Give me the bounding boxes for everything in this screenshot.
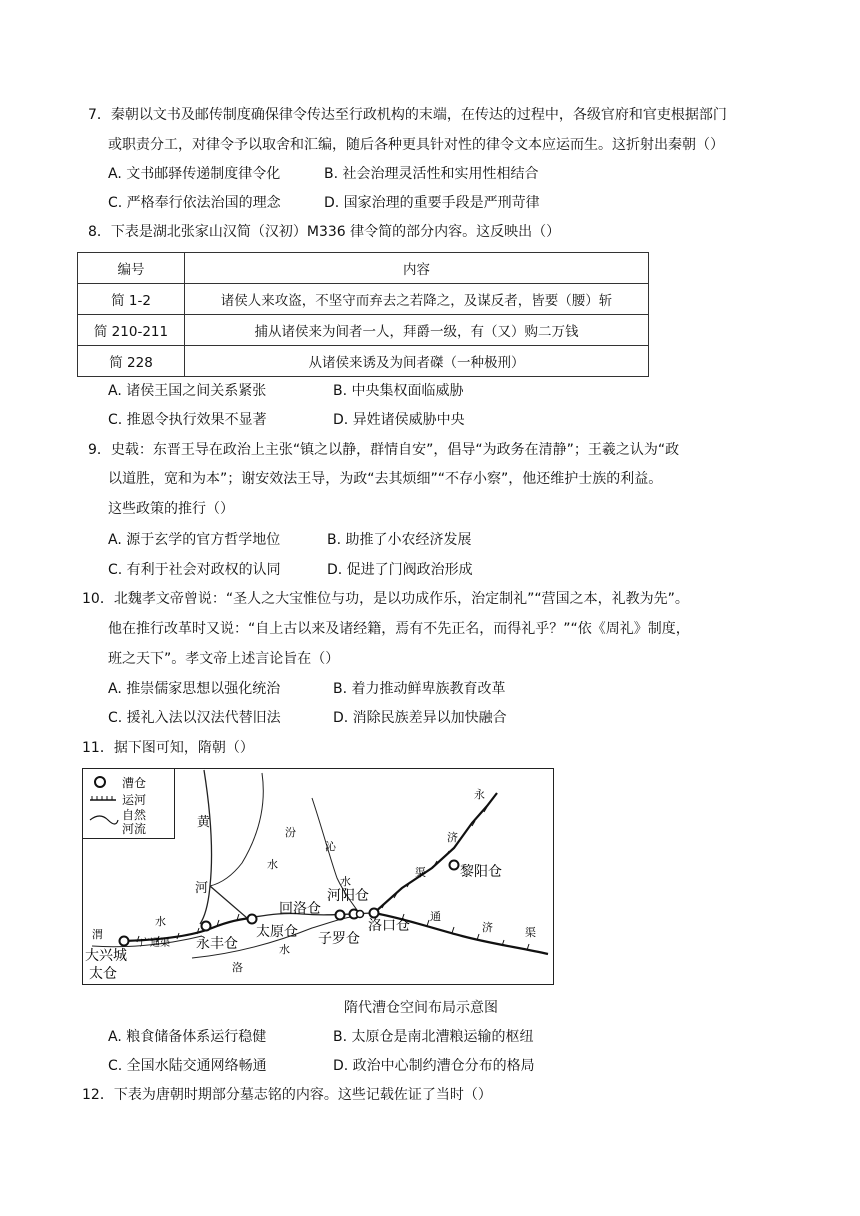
table-row [78,284,649,315]
label-wei: 渭 [92,928,103,941]
taiyuan-granary-icon [248,915,257,924]
label-fen-shui: 水 [267,858,278,871]
legend-granary: 漕仓 [122,776,147,790]
liyang-granary-icon [450,861,459,870]
label-he: 河 [195,881,209,896]
table-header-cell: 编号 [78,253,185,284]
label-guangtong: 广通渠 [140,938,170,949]
map-caption: 隋代漕仓空间布局示意图 [344,1000,498,1016]
label-yong: 永 [474,788,485,801]
q9-option-d: D. 促进了门阀政治形成 [327,562,473,578]
q7-line1: 7．秦朝以文书及邮传制度确保律令传达至行政机构的末端，在传达的过程中，各级官府和官吏根据部门 [88,107,727,123]
place-daxing: 大兴城 [85,948,127,964]
q8-option-b: B. 中央集权面临威胁 [333,383,464,399]
place-huiluo: 回洛仓 [279,901,321,917]
taicang-granary-icon [120,937,129,946]
table-row [78,346,649,377]
label-luo-shui: 水 [279,943,290,956]
q7-option-c: C. 严格奉行依法治国的理念 [108,195,281,211]
q9-option-b: B. 助推了小农经济发展 [327,532,472,548]
q9-option-c: C. 有利于社会对政权的认同 [108,562,281,578]
q10-line3: 班之天下”。孝文帝上述言论旨在（） [108,651,340,667]
label-tong-qu: 渠 [525,926,536,939]
q10-option-c: C. 援礼入法以汉法代替旧法 [108,710,281,726]
label-qin-shui: 水 [340,875,351,888]
q7-option-d: D. 国家治理的重要手段是严刑苛律 [324,195,540,211]
q11-option-d: D. 政治中心制约漕仓分布的格局 [333,1058,535,1074]
table-cell: 捕从诸侯来为间者一人，拜爵一级，有（又）购二万钱 [185,315,649,346]
q10-option-b: B. 着力推动鲜卑族教育改革 [333,681,506,697]
q8-option-d: D. 异姓诸侯威胁中央 [333,412,465,428]
table-cell: 简 210-211 [78,315,185,346]
legend-river-1: 自然 [122,808,147,822]
q12-stem: 12．下表为唐朝时期部分墓志铭的内容。这些记载佐证了当时（） [82,1087,492,1103]
q8-stem: 8．下表是湖北张家山汉简（汉初）M336 律令简的部分内容。这反映出（） [88,224,561,240]
luokou-granary-icon [370,909,379,918]
place-liyang: 黎阳仓 [460,864,502,880]
q9-line1: 9．史载：东晋王导在政治上主张“镇之以静，群情自安”，倡导“为政务在清静”；王羲之认为“政 [88,442,680,458]
q11-option-c: C. 全国水陆交通网络畅通 [108,1058,267,1074]
table-cell: 诸侯人来攻盗，不坚守而弃去之若降之，及谋反者，皆要（腰）斩 [185,284,649,315]
q10-option-a: A. 推崇儒家思想以强化统治 [108,681,281,697]
table-cell: 简 228 [78,346,185,377]
place-luokou: 洛口仓 [368,918,410,934]
table-cell: 简 1-2 [78,284,185,315]
label-huang: 黄 [197,815,211,830]
label-luo: 洛 [232,961,243,974]
place-yongfeng: 永丰仓 [196,936,238,952]
q11-option-a: A. 粮食储备体系运行稳健 [108,1029,267,1045]
huiluo-granary-icon [336,911,345,920]
q10-line2: 他在推行改革时又说：“自上古以来及诸经籍，焉有不先正名，而得礼乎？”“依《周礼》制度， [108,621,690,637]
legend-canal: 运河 [122,793,147,807]
q9-option-a: A. 源于玄学的官方哲学地位 [108,532,281,548]
legend-river-2: 河流 [122,822,147,836]
table-row [78,315,649,346]
table-cell: 从诸侯来诱及为间者磔（一种极刑） [185,346,649,377]
place-taiyuan: 太原仓 [256,924,298,940]
place-heyang: 河阳仓 [327,888,369,904]
q8-option-c: C. 推恩令执行效果不显著 [108,412,267,428]
label-tong: 通 [430,910,441,923]
q7-line2: 或职责分工，对律令予以取舍和汇编，随后各种更具针对性的律令文本应运而生。这折射出秦朝（） [108,137,724,153]
label-qu: 渠 [415,866,426,879]
q7-option-a: A. 文书邮驿传递制度律令化 [108,166,281,182]
q10-line1: 10．北魏孝文帝曾说：“圣人之大宝惟位与功，是以功成作乐，治定制礼”“营国之本，礼教为先”。 [82,591,689,607]
ziluo-granary-icon [357,911,364,918]
table-header-cell: 内容 [185,253,649,284]
label-wei-shui: 水 [155,915,166,928]
q9-line3: 这些政策的推行（） [108,501,234,517]
q8-option-a: A. 诸侯王国之间关系紧张 [108,383,267,399]
q11-option-b: B. 太原仓是南北漕粮运输的枢纽 [333,1029,534,1045]
q11-stem: 11．据下图可知，隋朝（） [82,740,254,756]
label-qin: 沁 [325,840,336,853]
place-ziluo: 子罗仓 [318,931,360,947]
q9-line2: 以道胜，宽和为本”；谢安效法王导，为政“去其烦细”“不存小察”，他还维护士族的利益。 [108,471,663,487]
sui-granary-map [82,768,554,986]
q10-option-d: D. 消除民族差异以加快融合 [333,710,507,726]
granary-symbol-icon [95,777,105,787]
yongfeng-granary-icon [202,922,211,931]
place-taicang: 太仓 [89,966,117,982]
q7-option-b: B. 社会治理灵活性和实用性相结合 [324,166,539,182]
label-fen: 汾 [285,826,296,839]
label-ji: 济 [447,831,458,844]
label-tong-ji: 济 [482,921,493,934]
q8-table [77,252,649,377]
table-header-row [78,253,649,284]
